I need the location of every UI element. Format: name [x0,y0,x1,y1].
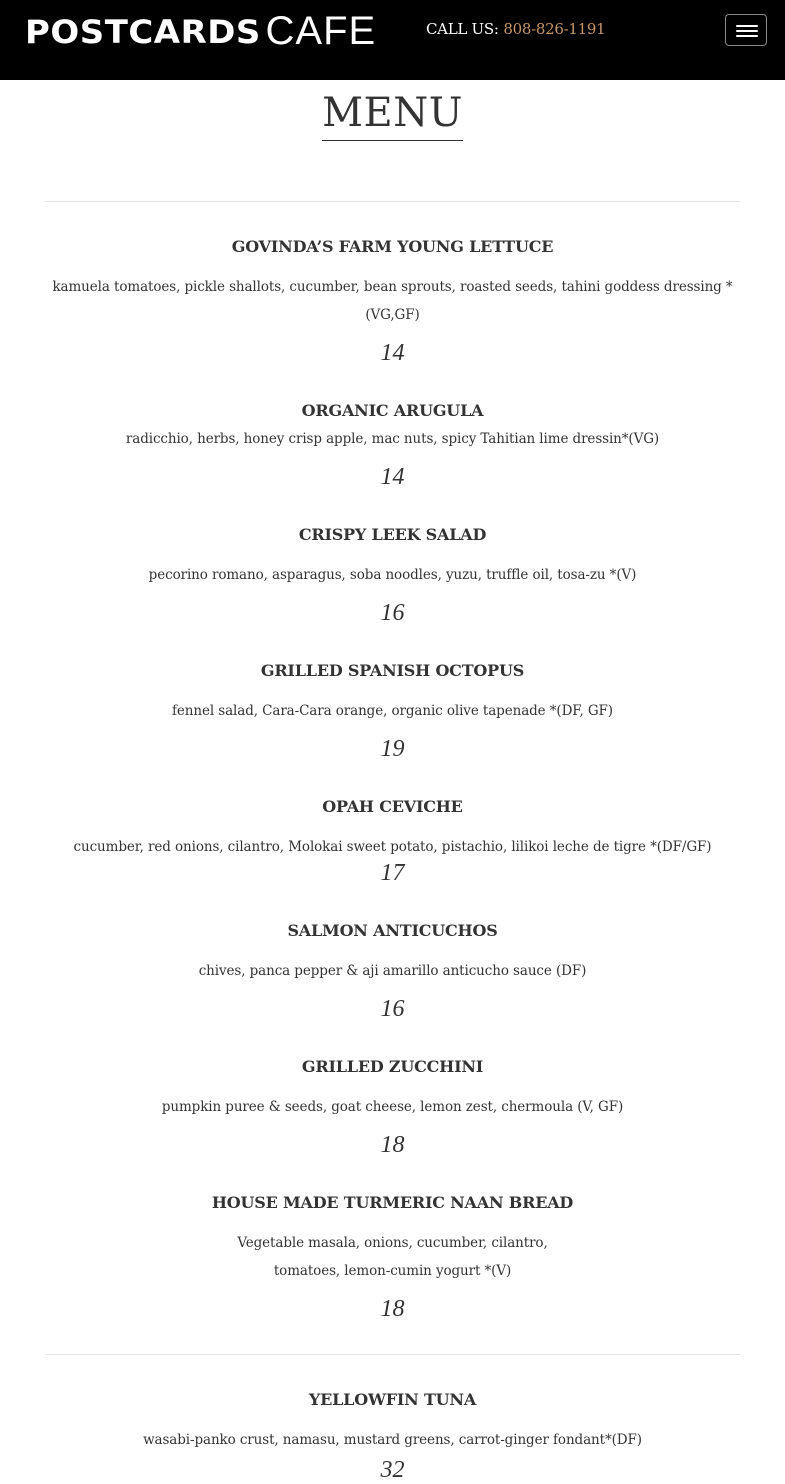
menu-item-description: fennel salad, Cara-Cara orange, organic olive tapenade *(DF, GF) [172,703,613,719]
menu-item-price: 14 [380,340,405,366]
menu-item-description: cucumber, red onions, cilantro, Molokai sweet potato, pistachio, lilikoi leche de tigre *(DF/GF) [73,839,712,855]
menu-item-name: GRILLED SPANISH OCTOPUS [260,661,525,680]
menu-item-description: pecorino romano, asparagus, soba noodles, yuzu, truffle oil, tosa-zu *(V) [148,567,637,583]
menu-item-name: HOUSE MADE TURMERIC NAAN BREAD [211,1193,574,1212]
site-logo[interactable] [25,8,377,53]
menu-item-price: 19 [380,736,405,762]
logo-text-light: CAFE [265,9,377,53]
call-us-label: CALL US: [426,20,499,38]
logo-text-bold: POSTCARDS [25,13,261,51]
menu-item-name: GOVINDA’S FARM YOUNG LETTUCE [231,237,554,256]
site-header [0,0,785,80]
menu-item-price: 18 [380,1296,405,1322]
menu-item-description: chives, panca pepper & aji amarillo anticucho sauce (DF) [198,963,587,979]
menu-item-description: tomatoes, lemon-cumin yogurt *(V) [273,1263,512,1279]
menu-item-price: 14 [380,464,405,490]
menu-item-name: CRISPY LEEK SALAD [298,525,487,544]
phone-link[interactable]: 808-826-1191 [503,20,606,38]
menu-item-description: kamuela tomatoes, pickle shallots, cucumber, bean sprouts, roasted seeds, tahini goddess dressing * [52,279,733,295]
menu-item-description: radicchio, herbs, honey crisp apple, mac nuts, spicy Tahitian lime dressin*(VG) [125,431,660,447]
menu-item-description: wasabi-panko crust, namasu, mustard greens, carrot-ginger fondant*(DF) [143,1432,642,1448]
menu-item-name: YELLOWFIN TUNA [308,1390,477,1409]
menu-item-description: (VG,GF) [365,307,420,323]
page-title [0,88,785,141]
menu-item-description: Vegetable masala, onions, cucumber, cilantro, [237,1235,548,1251]
menu-item-price: 16 [380,996,405,1022]
divider [45,1354,740,1355]
menu-item-name: SALMON ANTICUCHOS [287,921,498,940]
page-title-text: MENU [322,88,463,141]
menu-item-price: 17 [380,860,405,886]
menu-item-name: ORGANIC ARUGULA [301,401,484,420]
divider [45,201,740,202]
menu-item-description: pumpkin puree & seeds, goat cheese, lemon zest, chermoula (V, GF) [161,1099,624,1115]
nav-toggle-button[interactable] [725,14,767,46]
menu-item-price: 16 [380,600,405,626]
menu-item-name: GRILLED ZUCCHINI [301,1057,484,1076]
call-us [426,18,605,40]
menu-item-price: 32 [380,1457,405,1483]
menu-item-name: OPAH CEVICHE [322,797,463,816]
menu-item-price: 18 [380,1132,405,1158]
